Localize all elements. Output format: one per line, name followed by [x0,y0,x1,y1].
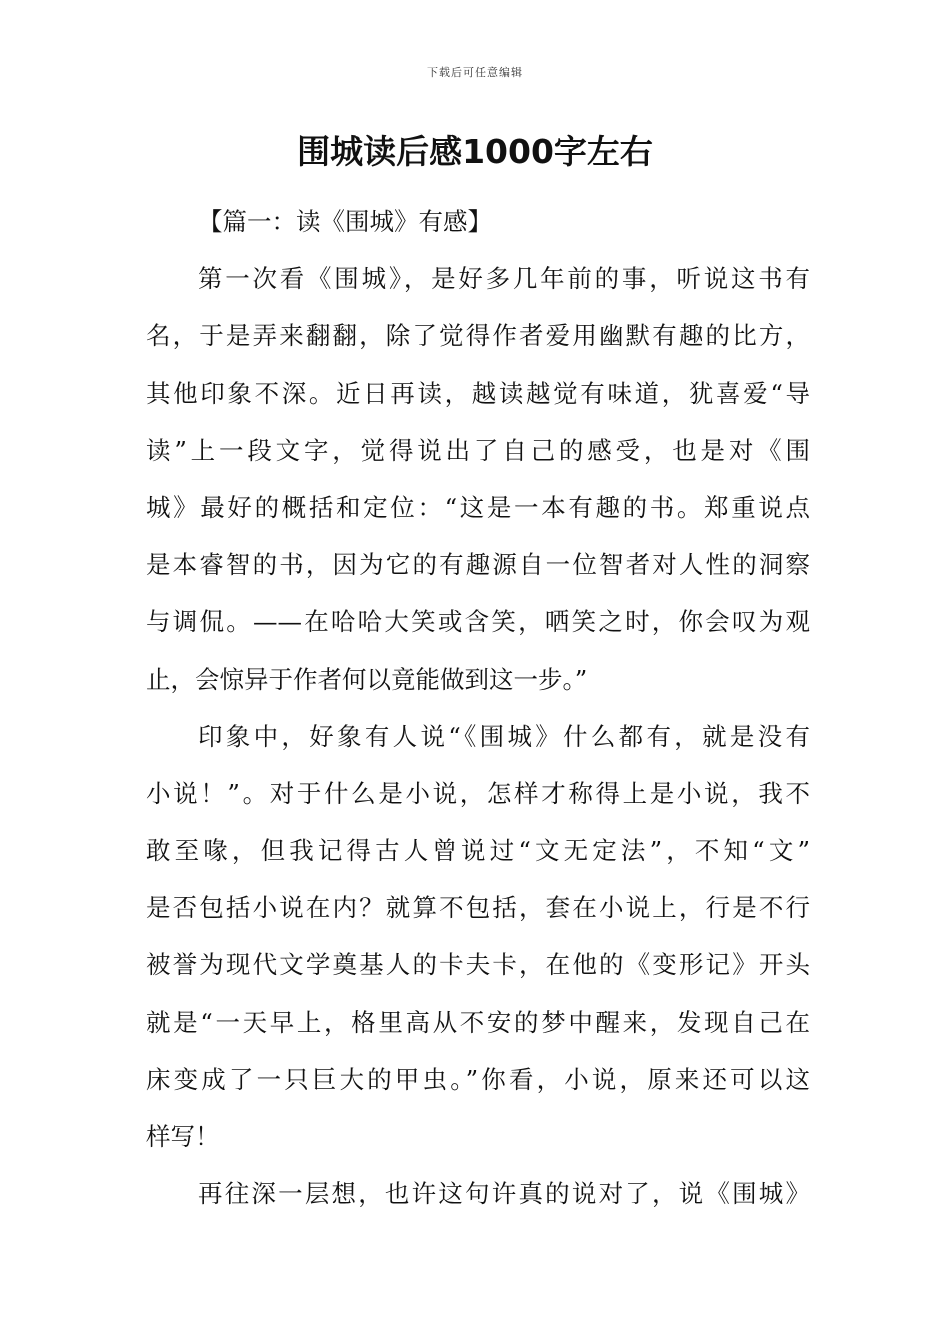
paragraph-1 [146,250,810,708]
paragraph-line: 止，会惊异于作者何以竟能做到这一步。” [146,664,588,694]
paragraph-line: 第一次看《围城》，是好多几年前的事，听说这书有 [198,264,810,294]
section-heading: 【篇一：读《围城》有感】 [198,207,492,236]
paragraph-line: 与调侃。——在哈哈大笑或含笑，哂笑之时，你会叹为观 [146,607,810,637]
paragraph-line: 城》最好的概括和定位：“这是一本有趣的书。郑重说点 [146,492,810,522]
paragraph-line: 是否包括小说在内？就算不包括，套在小说上，行是不行 [146,893,810,923]
paragraph-line: 被誉为现代文学奠基人的卡夫卡，在他的《变形记》开头 [146,950,810,980]
paragraph-line: 是本睿智的书，因为它的有趣源自一位智者对人性的洞察 [146,550,810,580]
body-text [146,193,810,1222]
document-title: 围城读后感1000字左右 [297,132,653,171]
paragraph-line: 就是“一天早上，格里高从不安的梦中醒来，发现自己在 [146,1007,810,1037]
paragraph-line: 小说！”。对于什么是小说，怎样才称得上是小说，我不 [146,778,810,808]
paragraph-line: 其他印象不深。近日再读，越读越觉有味道，犹喜爱“导 [146,378,810,408]
paragraph-3 [146,1165,810,1222]
paragraph-line: 印象中，好象有人说“《围城》什么都有，就是没有 [198,721,810,751]
header-note: 下载后可任意编辑 [427,66,523,79]
paragraph-line: 敢至喙，但我记得古人曾说过“文无定法”，不知“文” [146,836,810,866]
paragraph-line: 床变成了一只巨大的甲虫。”你看，小说，原来还可以这 [146,1064,810,1094]
paragraph-line: 读”上一段文字，觉得说出了自己的感受，也是对《围 [146,435,810,465]
paragraph-line: 名，于是弄来翻翻，除了觉得作者爱用幽默有趣的比方， [146,321,810,351]
paragraph-line: 再往深一层想，也许这句许真的说对了，说《围城》 [198,1179,810,1209]
paragraph-line: 样写！ [146,1122,220,1151]
paragraph-2 [146,708,810,1166]
